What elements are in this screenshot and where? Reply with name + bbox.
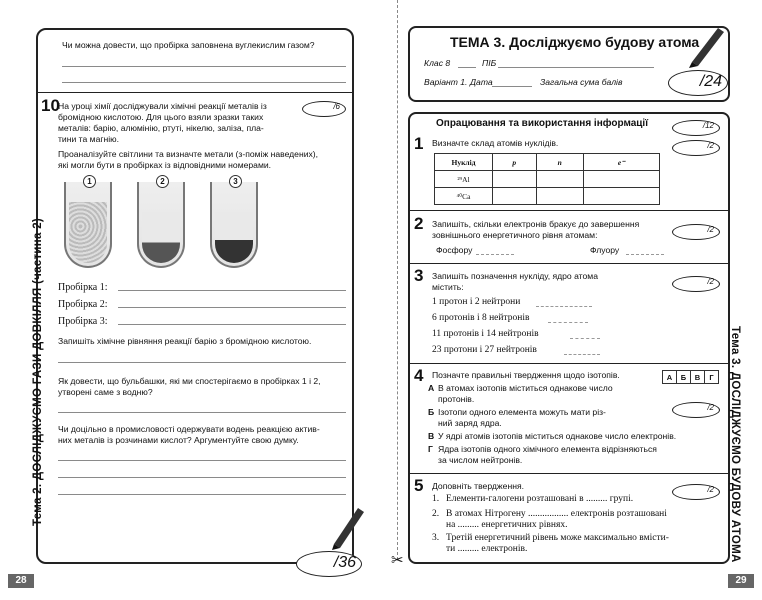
test-tube-3-image <box>210 177 258 268</box>
text-line: за числом нейтронів. <box>438 455 523 465</box>
q10-text <box>58 101 267 145</box>
option-letter: А <box>428 383 435 393</box>
q2-fluorine-label: Флуору <box>590 245 620 255</box>
text-line: Чи доцільно в промисловості одержувати водень реакцією актив- <box>58 424 320 434</box>
q4-text: Позначте правильні твердження щодо ізотопів. <box>432 370 620 380</box>
text-line: зовнішнього енергетичного рівня атомам: <box>432 230 598 240</box>
text-line: В атомах ізотопів міститься однакове число <box>438 383 613 393</box>
table-header: p <box>493 154 537 171</box>
score-label: /2 <box>707 277 714 286</box>
table-cell[interactable] <box>493 188 537 205</box>
q4-option-b <box>438 407 606 429</box>
question-industry <box>58 424 320 446</box>
q4-option-g <box>438 444 657 466</box>
q5-number: 5 <box>414 476 424 495</box>
q5-item-number: 1. <box>432 494 440 504</box>
bubbles-icon <box>69 202 107 263</box>
question-equation: Запишіть хімічне рівняння реакції барію з бромідною кислотою. <box>58 336 312 346</box>
text-line: ний заряд ядра. <box>438 418 502 428</box>
topic-title: ТЕМА 3. Досліджуємо будову атома <box>450 34 700 50</box>
q5-item-3 <box>446 533 669 555</box>
grid-cell-a[interactable]: А <box>663 371 677 384</box>
q5-item-number: 2. <box>432 509 440 519</box>
variant-label: Варіант 1. <box>424 77 468 87</box>
table-header: n <box>536 154 583 171</box>
q4-number: 4 <box>414 366 424 385</box>
table-header: e⁻ <box>583 154 659 171</box>
score-label: /6 <box>333 102 340 111</box>
text-line: які могли бути в пробірках із відповідними номерами. <box>58 160 272 170</box>
q2-phosphorus-answer[interactable] <box>476 254 514 255</box>
text-line: металів: барію, алюмінію, ртуті, нікелю, заліза, пла- <box>58 123 264 133</box>
text-line: Проаналізуйте світлини та визначте метали (з-поміж наведених), <box>58 149 319 159</box>
answer-line[interactable] <box>58 412 346 413</box>
table-cell: ⁴⁰Ca <box>435 188 493 205</box>
q5-item-1: Елементи-галогени розташовані в ......... групі. <box>446 494 634 504</box>
total-score-oval[interactable] <box>668 70 728 96</box>
tube-number-badge: 1 <box>83 175 96 188</box>
question-bubbles <box>58 376 321 398</box>
text-line: У ядрі атомів ізотопів міститься однакове число електронів. <box>438 431 677 441</box>
text-line: утворені саме з водню? <box>58 387 153 397</box>
text-line: Запишіть, скільки електронів бракує до завершення <box>432 219 640 229</box>
right-side-title: Тема 3. ДОСЛІДЖУЄМО БУДОВУ АТОМА <box>729 326 741 563</box>
q3-item: 1 протон і 2 нейтрони <box>432 297 521 307</box>
q1-text: Визначте склад атомів нуклідів. <box>432 138 559 148</box>
probe-2-answer[interactable] <box>118 307 346 308</box>
table-cell[interactable] <box>536 188 583 205</box>
score-label: /2 <box>707 141 714 150</box>
divider <box>409 473 729 474</box>
q4-option-a <box>438 383 613 405</box>
q5-item-number: 3. <box>432 533 440 543</box>
tube-number-badge: 2 <box>156 175 169 188</box>
total-label: Загальна сума балів <box>540 77 623 87</box>
q3-number: 3 <box>414 266 424 285</box>
text-line: містить: <box>432 282 464 292</box>
text-line: на ......... енергетичних рівнях. <box>446 520 568 530</box>
q4-option-v <box>438 431 676 442</box>
q5-score-oval[interactable] <box>672 484 720 500</box>
pencil-icon <box>328 504 368 550</box>
left-side-title: Тема 2. ДОСЛІДЖУЄМО ГАЗИ ДОВКІЛЛЯ (частина 2) <box>32 217 44 526</box>
class-label: Клас 8 <box>424 58 451 68</box>
option-letter: Б <box>428 407 435 417</box>
page-number-left: 28 <box>8 574 34 588</box>
question-10-number: 10 <box>41 96 60 115</box>
text-line: Як довести, що бульбашки, які ми спостерігаємо в пробірках 1 і 2, <box>58 376 321 386</box>
divider <box>409 210 729 211</box>
grid-cell-v[interactable]: В <box>691 371 705 384</box>
q3-answer[interactable] <box>536 306 592 307</box>
pib-label: ПІБ <box>482 58 497 68</box>
answer-line[interactable] <box>62 66 346 67</box>
cut-line <box>397 0 398 560</box>
text-line: В атомах Нітрогену ................. електронів розташовані <box>446 509 667 519</box>
text-line: Запишіть позначення нукліду, ядро атома <box>432 271 598 281</box>
table-cell[interactable] <box>536 171 583 188</box>
q3-item: 11 протонів і 14 нейтронів <box>432 329 539 339</box>
probe-2-label: Пробірка 2: <box>58 299 108 310</box>
probe-3-answer[interactable] <box>118 324 346 325</box>
q2-fluorine-answer[interactable] <box>626 254 664 255</box>
option-letter: В <box>428 431 435 441</box>
divider <box>37 92 353 93</box>
answer-line[interactable] <box>58 460 346 461</box>
tube-number-badge: 3 <box>229 175 242 188</box>
grid-cell-g[interactable]: Г <box>705 371 719 384</box>
q10-score-oval[interactable] <box>302 101 346 117</box>
answer-line[interactable] <box>58 477 346 478</box>
nuclide-table <box>434 153 660 205</box>
probe-1-answer[interactable] <box>118 290 346 291</box>
test-tube-1-image <box>64 177 112 268</box>
table-cell[interactable] <box>583 171 659 188</box>
date-label: Дата <box>470 77 493 87</box>
date-field[interactable] <box>492 86 532 87</box>
section-score-oval[interactable] <box>672 120 720 136</box>
q10-text-2 <box>58 149 318 171</box>
q1-number: 1 <box>414 134 424 153</box>
table-cell[interactable] <box>583 188 659 205</box>
q3-score-oval[interactable] <box>672 276 720 292</box>
q3-answer[interactable] <box>570 338 600 339</box>
text-line: Ядра ізотопів одного хімічного елемента відрізняються <box>438 444 657 454</box>
table-header: Нуклід <box>435 154 493 171</box>
answer-grid[interactable] <box>662 370 719 384</box>
scissors-icon: ✂ <box>391 552 404 569</box>
grid-cell-b[interactable]: Б <box>677 371 691 384</box>
q2-text <box>432 219 639 241</box>
text-line: ти ......... електронів. <box>446 544 528 554</box>
score-label: /36 <box>333 554 356 571</box>
divider <box>409 363 729 364</box>
text-line: Ізотопи одного елемента можуть мати різ- <box>438 407 606 417</box>
q2-number: 2 <box>414 214 424 233</box>
q3-answer[interactable] <box>564 354 600 355</box>
metal-sample-icon <box>142 212 180 263</box>
score-label: /2 <box>707 403 714 412</box>
q4-score-oval[interactable] <box>672 402 720 418</box>
q5-item-2 <box>446 509 667 531</box>
total-score-oval[interactable] <box>296 551 362 577</box>
table-cell[interactable] <box>493 171 537 188</box>
test-tube-2-image <box>137 177 185 268</box>
answer-line[interactable] <box>58 494 346 495</box>
score-label: /12 <box>702 121 714 130</box>
score-label: /24 <box>699 73 722 90</box>
probe-3-label: Пробірка 3: <box>58 316 108 327</box>
option-letter: Г <box>428 444 433 454</box>
q2-phosphorus-label: Фосфору <box>436 245 473 255</box>
text-line: них металів із розчинами кислот? Аргументуйте свою думку. <box>58 435 299 445</box>
text-line: Третій енергетичний рівень може максимально вмісти- <box>446 533 669 543</box>
q3-item: 23 протони і 27 нейтронів <box>432 345 537 355</box>
score-label: /2 <box>707 225 714 234</box>
section-title: Опрацювання та використання інформації <box>436 118 649 129</box>
probe-1-label: Пробірка 1: <box>58 282 108 293</box>
question-co2: Чи можна довести, що пробірка заповнена вуглекислим газом? <box>62 40 315 50</box>
metal-sample-icon <box>215 212 253 263</box>
answer-line[interactable] <box>62 82 346 83</box>
page-number-right: 29 <box>728 574 754 588</box>
q3-answer[interactable] <box>548 322 588 323</box>
pib-field[interactable] <box>498 67 654 68</box>
pencil-icon <box>686 24 728 68</box>
answer-line[interactable] <box>58 362 346 363</box>
q3-text <box>432 271 598 293</box>
text-line: протонів. <box>438 394 475 404</box>
text-line: бромідною кислотою. Для цього взяли зразки таких <box>58 112 264 122</box>
text-line: На уроці хімії досліджували хімічні реакції металів із <box>58 101 267 111</box>
q5-text: Доповніть твердження. <box>432 481 524 491</box>
text-line: тини та магнію. <box>58 134 119 144</box>
q1-score-oval[interactable] <box>672 140 720 156</box>
q3-item: 6 протонів і 8 нейтронів <box>432 313 530 323</box>
divider <box>409 263 729 264</box>
class-field[interactable] <box>458 67 476 68</box>
table-cell: ²⁹Al <box>435 171 493 188</box>
q2-score-oval[interactable] <box>672 224 720 240</box>
score-label: /2 <box>707 485 714 494</box>
